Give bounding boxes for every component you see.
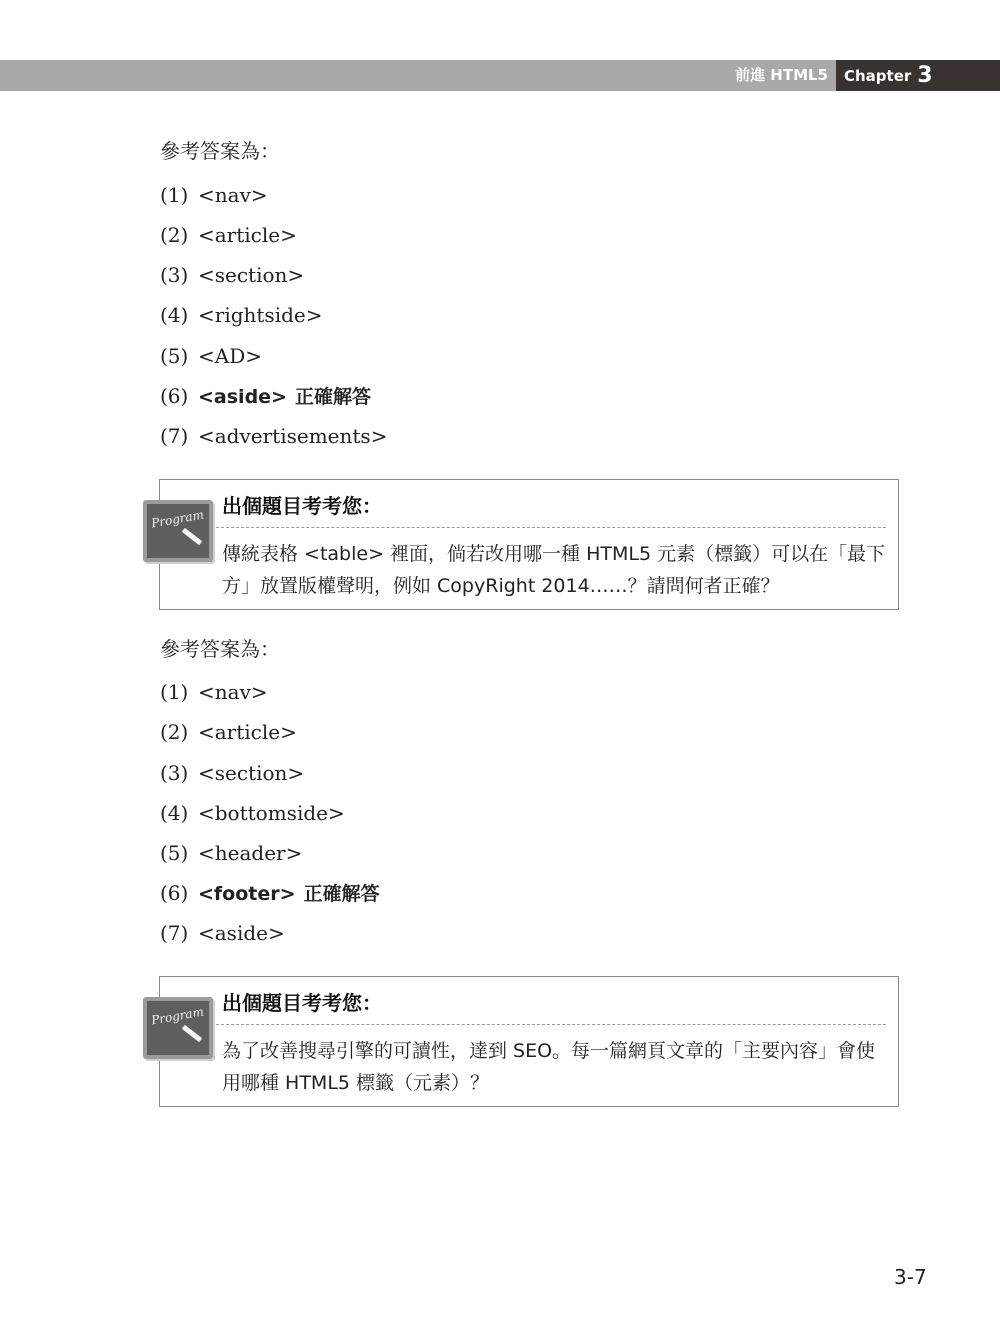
correct-answer-note: 正確解答 [294, 386, 371, 408]
option-item [160, 680, 268, 704]
quiz-question: 為了改善搜尋引擎的可讀性，達到 SEO。每一篇網頁文章的「主要內容」會使用哪種 HTML5 標籤（元素）？ [222, 1040, 876, 1094]
answer-intro: 參考答案為： [160, 139, 280, 163]
quiz-box [150, 976, 899, 1107]
chalkboard-label: Program [150, 507, 205, 531]
option-text: <article> [198, 223, 297, 247]
option-text: <nav> [198, 183, 268, 207]
option-number: (7) [160, 921, 189, 945]
option-item [160, 344, 262, 368]
option-item [160, 223, 297, 247]
option-number: (2) [160, 223, 189, 247]
option-text: <section> [198, 263, 305, 287]
option-item [160, 921, 285, 945]
quiz-box [150, 479, 899, 610]
dashed-divider [216, 1024, 886, 1025]
option-number: (1) [160, 183, 189, 207]
option-item [160, 801, 345, 825]
option-item [160, 263, 304, 287]
option-number: (1) [160, 680, 189, 704]
option-text: <aside> [198, 921, 285, 945]
option-item-correct [160, 382, 371, 409]
option-text: <aside> [198, 386, 287, 408]
option-item-correct [160, 879, 380, 906]
chalk-icon [182, 528, 202, 545]
option-number: (7) [160, 424, 189, 448]
option-item [160, 183, 268, 207]
option-text: <footer> [198, 883, 296, 905]
answer-intro: 參考答案為： [160, 637, 280, 661]
option-number: (3) [160, 761, 189, 785]
page-number: 3-7 [894, 1265, 927, 1289]
option-item [160, 761, 304, 785]
chalkboard-label: Program [150, 1004, 205, 1028]
option-number: (6) [160, 881, 189, 905]
quiz-title: 出個題目考考您： [222, 494, 382, 518]
option-number: (2) [160, 720, 189, 744]
option-text: <section> [198, 761, 305, 785]
option-number: (5) [160, 344, 189, 368]
option-text: <header> [198, 841, 303, 865]
option-item [160, 303, 323, 327]
option-number: (5) [160, 841, 189, 865]
chalkboard-icon [143, 997, 213, 1059]
quiz-title: 出個題目考考您： [222, 991, 382, 1015]
chalkboard-icon [143, 500, 213, 562]
option-number: (3) [160, 263, 189, 287]
option-number: (6) [160, 384, 189, 408]
option-text: <advertisements> [198, 424, 388, 448]
option-text: <nav> [198, 680, 268, 704]
option-number: (4) [160, 801, 189, 825]
header-section-title: 前進 HTML5 [735, 66, 828, 84]
chapter-number: 3 [917, 63, 933, 88]
chapter-label: Chapter [844, 66, 912, 85]
option-item [160, 841, 302, 865]
quiz-question: 傳統表格 <table> 裡面，倘若改用哪一種 HTML5 元素（標籤）可以在「最下方」放置版權聲明，例如 CopyRight 2014……？請問何者正確？ [222, 543, 886, 597]
option-number: (4) [160, 303, 189, 327]
option-item [160, 720, 297, 744]
chapter-tab [836, 60, 1000, 91]
option-text: <rightside> [198, 303, 323, 327]
correct-answer-note: 正確解答 [303, 883, 380, 905]
dashed-divider [216, 527, 886, 528]
chalk-icon [182, 1025, 202, 1042]
option-item [160, 424, 387, 448]
option-text: <article> [198, 720, 297, 744]
option-text: <bottomside> [198, 801, 345, 825]
option-text: <AD> [198, 344, 262, 368]
